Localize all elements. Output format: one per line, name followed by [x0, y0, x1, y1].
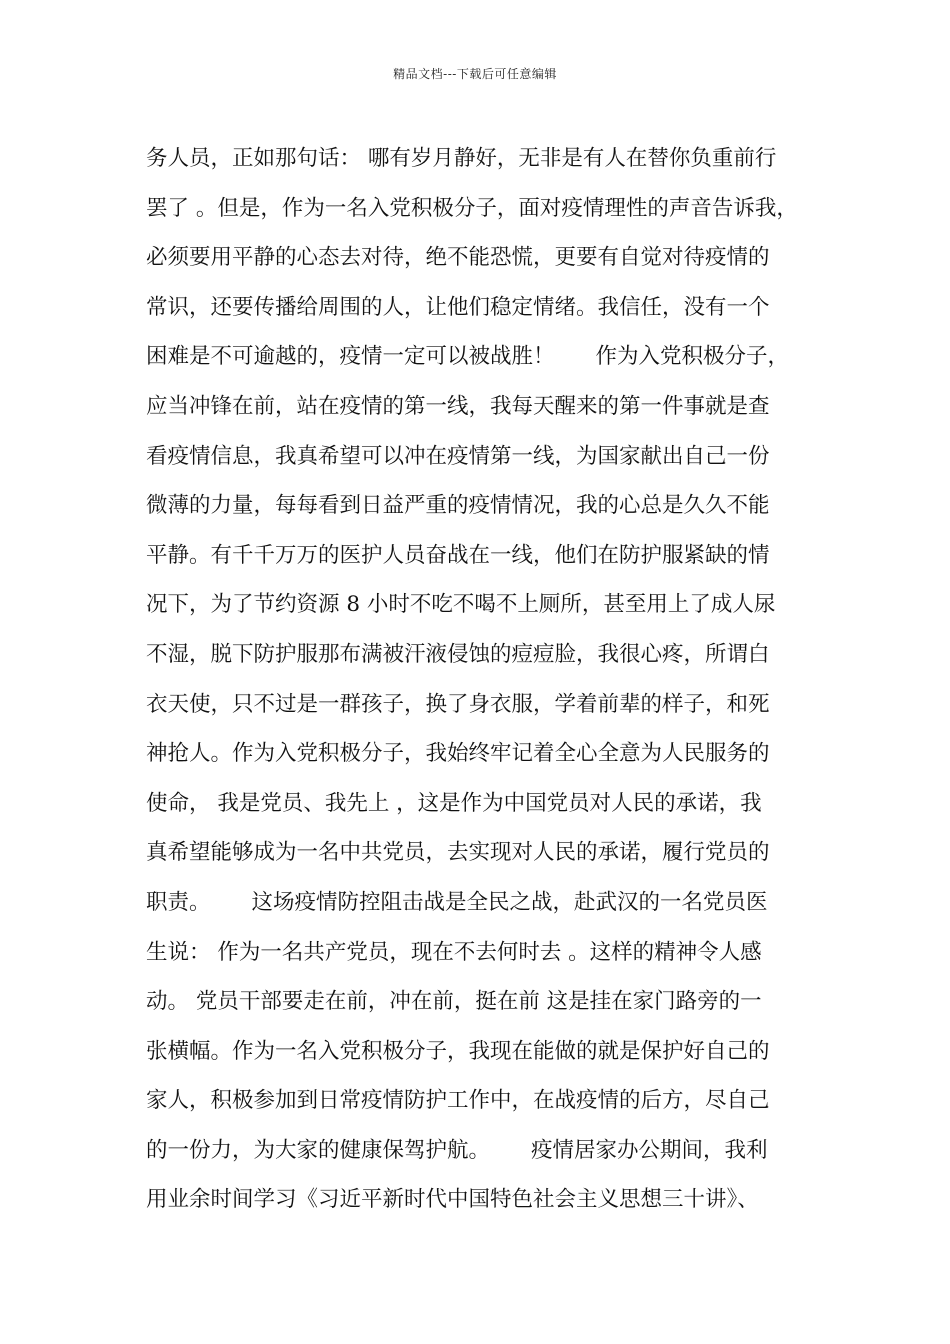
text-line: 神抢人。作为入党积极分子，我始终牢记着全心全意为人民服务的	[146, 741, 770, 767]
text-line: 应当冲锋在前，站在疫情的第一线，我每天醒来的第一件事就是查	[146, 393, 770, 419]
text-line: 困难是不可逾越的，疫情一定可以被战胜！ 作为入党积极分子，	[146, 344, 790, 370]
text-line: 看疫情信息，我真希望可以冲在疫情第一线，为国家献出自己一份	[146, 443, 770, 469]
text-line: 的一份力，为大家的健康保驾护航。 疫情居家办公期间，我利	[146, 1137, 768, 1163]
text-line: 平静。有千千万万的医护人员奋战在一线，他们在防护服紧缺的情	[146, 542, 770, 568]
text-line: 不湿，脱下防护服那布满被汗液侵蚀的痘痘脸，我很心疼，所谓白	[146, 641, 770, 667]
text-line: 必须要用平静的心态去对待，绝不能恐慌，更要有自觉对待疫情的	[146, 245, 770, 271]
text-line: 职责。 这场疫情防控阻击战是全民之战，赴武汉的一名党员医	[146, 889, 768, 915]
text-line: 真希望能够成为一名中共党员，去实现对人民的承诺，履行党员的	[146, 840, 770, 866]
text-line: 衣天使，只不过是一群孩子，换了身衣服，学着前辈的样子，和死	[146, 691, 770, 717]
document-body	[146, 134, 826, 1225]
text-line: 用业余时间学习《习近平新时代中国特色社会主义思想三十讲》、	[146, 1187, 759, 1213]
text-line: 家人，积极参加到日常疫情防护工作中，在战疫情的后方，尽自己	[146, 1088, 770, 1114]
text-line: 生说： 作为一名共产党员，现在不去何时去 。这样的精神令人感	[146, 939, 762, 965]
text-line: 张横幅。作为一名入党积极分子，我现在能做的就是保护好自己的	[146, 1038, 770, 1064]
text-line: 罢了 。但是，作为一名入党积极分子，面对疫情理性的声音告诉我，	[146, 195, 798, 221]
text-line: 动。 党员干部要走在前，冲在前，挺在前 这是挂在家门路旁的一	[146, 989, 762, 1015]
text-line: 微薄的力量，每每看到日益严重的疫情情况，我的心总是久久不能	[146, 493, 770, 519]
page-header: 精品文档---下载后可任意编辑	[393, 67, 557, 81]
text-line: 务人员，正如那句话： 哪有岁月静好，无非是有人在替你负重前行	[146, 146, 777, 171]
text-line: 况下，为了节约资源 8 小时不吃不喝不上厕所，甚至用上了成人尿	[146, 592, 776, 618]
text-line: 常识，还要传播给周围的人，让他们稳定情绪。我信任，没有一个	[146, 294, 770, 320]
text-line: 使命， 我是党员、我先上 ，这是作为中国党员对人民的承诺，我	[146, 790, 762, 816]
